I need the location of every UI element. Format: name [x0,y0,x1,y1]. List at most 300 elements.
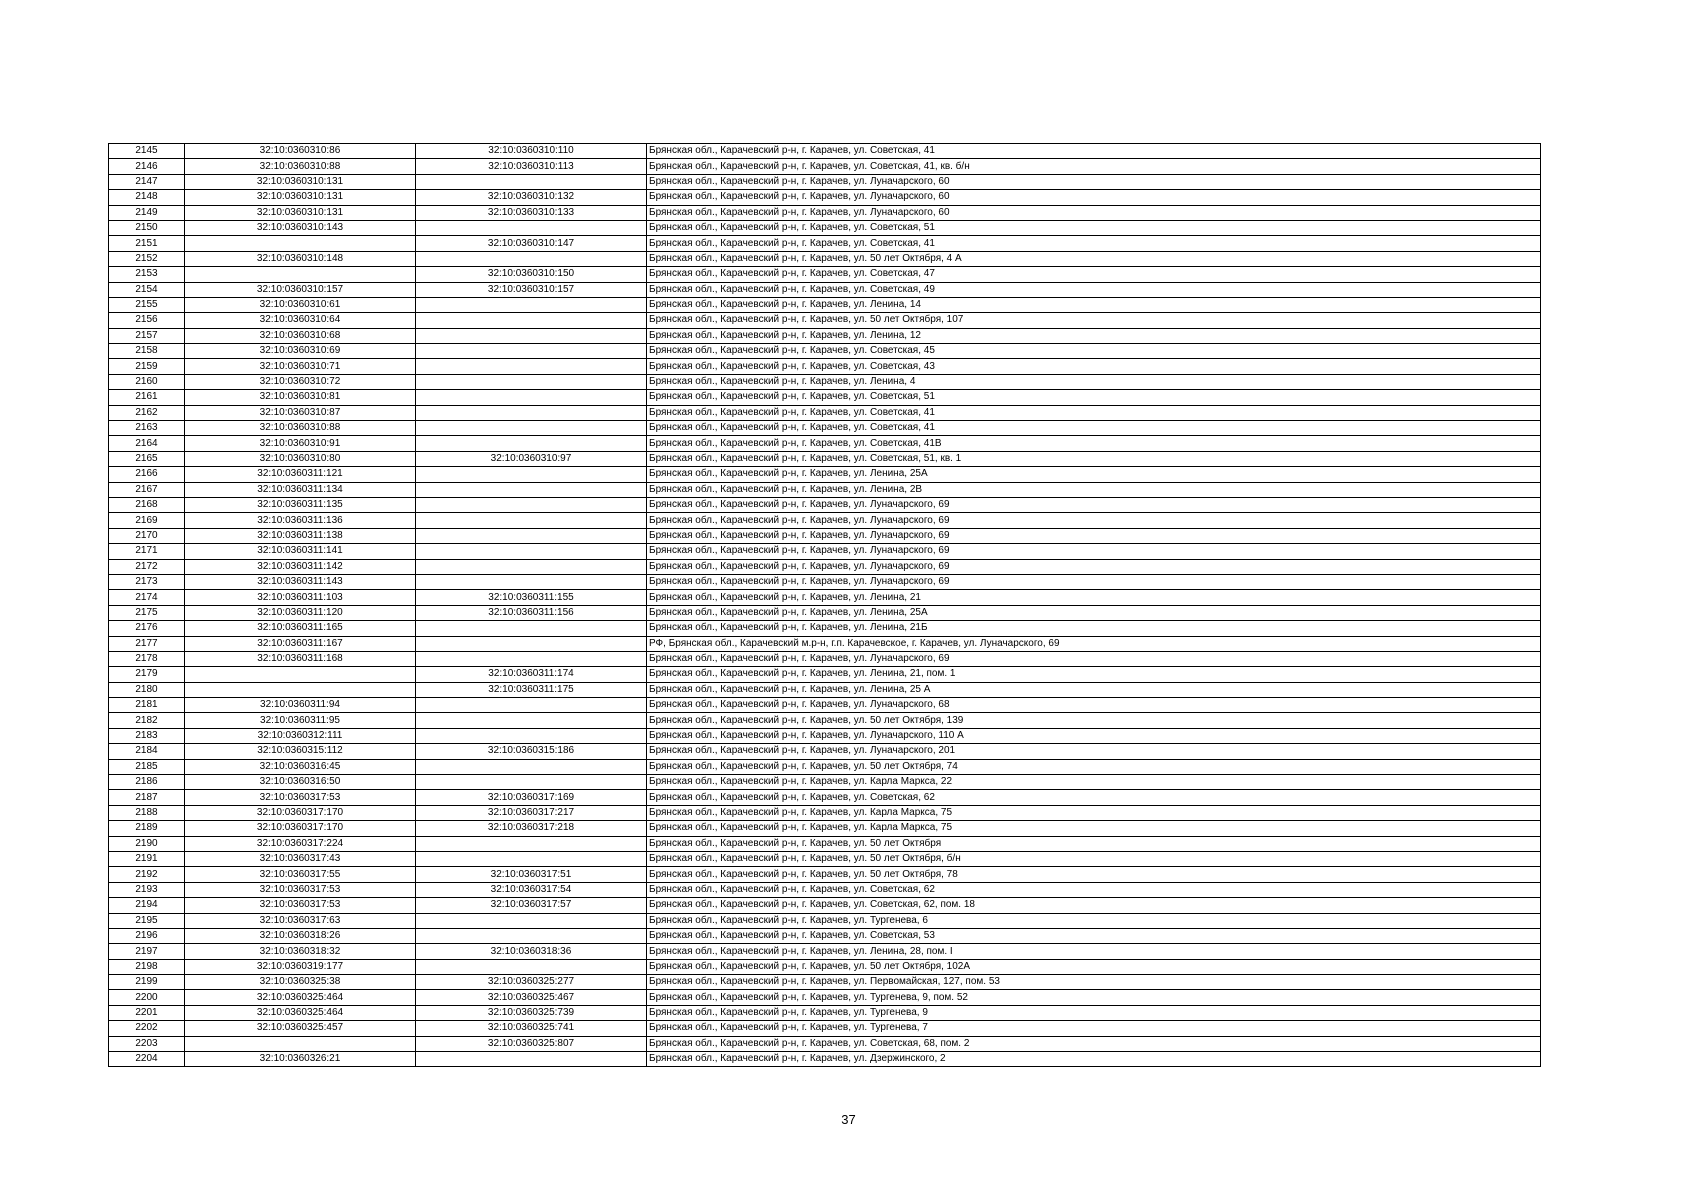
cadastral-number-cell: 32:10:0360311:95 [185,713,416,728]
cadastral-number-cell: 32:10:0360310:71 [185,359,416,374]
row-number-cell: 2165 [109,451,185,466]
table-row [109,990,1541,1005]
cadastral-number-cell: 32:10:0360311:135 [185,497,416,512]
linked-cadastral-number-cell [416,251,647,266]
cadastral-number-cell: 32:10:0360310:88 [185,421,416,436]
address-cell: Брянская обл., Карачевский р-н, г. Карачев, ул. Ленина, 2В [647,482,1541,497]
table-row [109,851,1541,866]
linked-cadastral-number-cell: 32:10:0360311:174 [416,667,647,682]
table-row [109,267,1541,282]
linked-cadastral-number-cell: 32:10:0360317:57 [416,898,647,913]
table-row [109,544,1541,559]
cadastral-number-cell [185,1036,416,1051]
row-number-cell: 2171 [109,544,185,559]
address-cell: Брянская обл., Карачевский р-н, г. Карачев, ул. 50 лет Октября, б/н [647,851,1541,866]
address-cell: Брянская обл., Карачевский р-н, г. Карачев, ул. Тургенева, 9, пом. 52 [647,990,1541,1005]
address-cell: Брянская обл., Карачевский р-н, г. Карачев, ул. Советская, 51 [647,220,1541,235]
linked-cadastral-number-cell: 32:10:0360310:157 [416,282,647,297]
address-cell: Брянская обл., Карачевский р-н, г. Карачев, ул. Советская, 45 [647,344,1541,359]
cadastral-number-cell [185,682,416,697]
linked-cadastral-number-cell [416,344,647,359]
table-row [109,282,1541,297]
table-row [109,790,1541,805]
linked-cadastral-number-cell: 32:10:0360325:739 [416,1005,647,1020]
row-number-cell: 2151 [109,236,185,251]
row-number-cell: 2199 [109,975,185,990]
row-number-cell: 2162 [109,405,185,420]
cadastral-number-cell: 32:10:0360317:43 [185,851,416,866]
table-row [109,759,1541,774]
row-number-cell: 2195 [109,913,185,928]
table-row [109,421,1541,436]
address-cell: Брянская обл., Карачевский р-н, г. Карачев, ул. Карла Маркса, 22 [647,775,1541,790]
linked-cadastral-number-cell [416,220,647,235]
linked-cadastral-number-cell: 32:10:0360310:132 [416,190,647,205]
address-cell: Брянская обл., Карачевский р-н, г. Карачев, ул. Дзержинского, 2 [647,1052,1541,1067]
row-number-cell: 2189 [109,821,185,836]
table-row [109,928,1541,943]
linked-cadastral-number-cell [416,913,647,928]
table-row [109,205,1541,220]
table-row [109,236,1541,251]
row-number-cell: 2193 [109,882,185,897]
row-number-cell: 2168 [109,497,185,512]
table-row [109,898,1541,913]
cadastral-number-cell: 32:10:0360310:69 [185,344,416,359]
table-row [109,344,1541,359]
linked-cadastral-number-cell [416,836,647,851]
linked-cadastral-number-cell: 32:10:0360310:150 [416,267,647,282]
linked-cadastral-number-cell [416,574,647,589]
table-row [109,1036,1541,1051]
linked-cadastral-number-cell [416,528,647,543]
table-row [109,1005,1541,1020]
linked-cadastral-number-cell: 32:10:0360311:175 [416,682,647,697]
linked-cadastral-number-cell [416,651,647,666]
table-row [109,190,1541,205]
row-number-cell: 2192 [109,867,185,882]
table-row [109,374,1541,389]
linked-cadastral-number-cell: 32:10:0360310:133 [416,205,647,220]
table-row [109,821,1541,836]
cadastral-number-cell: 32:10:0360311:141 [185,544,416,559]
row-number-cell: 2200 [109,990,185,1005]
cadastral-number-cell: 32:10:0360310:88 [185,159,416,174]
row-number-cell: 2147 [109,174,185,189]
cadastral-number-cell: 32:10:0360311:121 [185,467,416,482]
address-cell: Брянская обл., Карачевский р-н, г. Карачев, ул. Луначарского, 60 [647,205,1541,220]
address-cell: Брянская обл., Карачевский р-н, г. Карачев, ул. 50 лет Октября, 139 [647,713,1541,728]
cadastral-number-cell: 32:10:0360311:168 [185,651,416,666]
address-cell: Брянская обл., Карачевский р-н, г. Карачев, ул. 50 лет Октября, 107 [647,313,1541,328]
linked-cadastral-number-cell [416,313,647,328]
cadastral-number-cell: 32:10:0360325:38 [185,975,416,990]
address-cell: Брянская обл., Карачевский р-н, г. Карачев, ул. Ленина, 4 [647,374,1541,389]
table-row [109,1021,1541,1036]
row-number-cell: 2196 [109,928,185,943]
address-cell: Брянская обл., Карачевский р-н, г. Карачев, ул. Тургенева, 9 [647,1005,1541,1020]
address-cell: Брянская обл., Карачевский р-н, г. Карачев, ул. Советская, 41 [647,421,1541,436]
table-row [109,682,1541,697]
row-number-cell: 2183 [109,728,185,743]
address-cell: Брянская обл., Карачевский р-н, г. Карачев, ул. Советская, 62 [647,790,1541,805]
table-row [109,174,1541,189]
address-cell: Брянская обл., Карачевский р-н, г. Карачев, ул. Луначарского, 69 [647,574,1541,589]
address-cell: Брянская обл., Карачевский р-н, г. Карачев, ул. Советская, 43 [647,359,1541,374]
table-row [109,574,1541,589]
row-number-cell: 2170 [109,528,185,543]
table-row [109,328,1541,343]
row-number-cell: 2188 [109,805,185,820]
table-row [109,390,1541,405]
cadastral-number-cell: 32:10:0360319:177 [185,959,416,974]
cadastral-number-cell: 32:10:0360312:111 [185,728,416,743]
cadastral-number-cell: 32:10:0360310:91 [185,436,416,451]
row-number-cell: 2158 [109,344,185,359]
cadastral-number-cell: 32:10:0360310:64 [185,313,416,328]
linked-cadastral-number-cell [416,497,647,512]
table-row [109,405,1541,420]
linked-cadastral-number-cell [416,928,647,943]
address-cell: Брянская обл., Карачевский р-н, г. Карачев, ул. Советская, 51, кв. 1 [647,451,1541,466]
table-row [109,451,1541,466]
linked-cadastral-number-cell [416,759,647,774]
cadastral-number-cell: 32:10:0360310:80 [185,451,416,466]
linked-cadastral-number-cell [416,405,647,420]
row-number-cell: 2201 [109,1005,185,1020]
address-cell: Брянская обл., Карачевский р-н, г. Карачев, ул. Карла Маркса, 75 [647,821,1541,836]
row-number-cell: 2145 [109,144,185,159]
linked-cadastral-number-cell: 32:10:0360311:155 [416,590,647,605]
row-number-cell: 2157 [109,328,185,343]
cadastral-number-cell: 32:10:0360310:68 [185,328,416,343]
table-row [109,605,1541,620]
row-number-cell: 2175 [109,605,185,620]
table-row [109,882,1541,897]
address-cell: Брянская обл., Карачевский р-н, г. Карачев, ул. Луначарского, 69 [647,513,1541,528]
row-number-cell: 2197 [109,944,185,959]
cadastral-number-cell: 32:10:0360317:224 [185,836,416,851]
row-number-cell: 2163 [109,421,185,436]
cadastral-number-cell: 32:10:0360317:53 [185,898,416,913]
table-row [109,590,1541,605]
linked-cadastral-number-cell [416,544,647,559]
row-number-cell: 2204 [109,1052,185,1067]
address-cell: Брянская обл., Карачевский р-н, г. Карачев, ул. Луначарского, 69 [647,559,1541,574]
address-cell: Брянская обл., Карачевский р-н, г. Карачев, ул. Тургенева, 6 [647,913,1541,928]
cadastral-number-cell: 32:10:0360310:81 [185,390,416,405]
row-number-cell: 2198 [109,959,185,974]
row-number-cell: 2152 [109,251,185,266]
row-number-cell: 2166 [109,467,185,482]
table-row [109,867,1541,882]
table-row [109,698,1541,713]
address-cell: Брянская обл., Карачевский р-н, г. Карачев, ул. 50 лет Октября, 102А [647,959,1541,974]
address-cell: Брянская обл., Карачевский р-н, г. Карачев, ул. Ленина, 25А [647,467,1541,482]
row-number-cell: 2154 [109,282,185,297]
cadastral-number-cell: 32:10:0360318:32 [185,944,416,959]
linked-cadastral-number-cell [416,513,647,528]
table-row [109,913,1541,928]
cadastral-number-cell: 32:10:0360317:170 [185,805,416,820]
linked-cadastral-number-cell: 32:10:0360310:147 [416,236,647,251]
address-cell: Брянская обл., Карачевский р-н, г. Карачев, ул. Ленина, 12 [647,328,1541,343]
linked-cadastral-number-cell [416,559,647,574]
cadastral-number-cell: 32:10:0360317:53 [185,882,416,897]
table-row [109,359,1541,374]
address-cell: Брянская обл., Карачевский р-н, г. Карачев, ул. Луначарского, 69 [647,497,1541,512]
row-number-cell: 2153 [109,267,185,282]
address-cell: Брянская обл., Карачевский р-н, г. Карачев, ул. Луначарского, 69 [647,544,1541,559]
row-number-cell: 2178 [109,651,185,666]
linked-cadastral-number-cell: 32:10:0360325:467 [416,990,647,1005]
linked-cadastral-number-cell: 32:10:0360325:807 [416,1036,647,1051]
row-number-cell: 2164 [109,436,185,451]
linked-cadastral-number-cell [416,297,647,312]
linked-cadastral-number-cell: 32:10:0360315:186 [416,744,647,759]
table-row [109,159,1541,174]
address-cell: Брянская обл., Карачевский р-н, г. Карачев, ул. Ленина, 21, пом. 1 [647,667,1541,682]
linked-cadastral-number-cell: 32:10:0360310:110 [416,144,647,159]
address-cell: Брянская обл., Карачевский р-н, г. Карачев, ул. 50 лет Октября, 74 [647,759,1541,774]
address-cell: Брянская обл., Карачевский р-н, г. Карачев, ул. Советская, 41 [647,144,1541,159]
cadastral-number-cell: 32:10:0360311:120 [185,605,416,620]
registry-table-body [109,144,1541,1067]
table-row [109,636,1541,651]
cadastral-number-cell: 32:10:0360325:464 [185,990,416,1005]
address-cell: Брянская обл., Карачевский р-н, г. Карачев, ул. Советская, 47 [647,267,1541,282]
table-row [109,667,1541,682]
cadastral-number-cell: 32:10:0360311:136 [185,513,416,528]
address-cell: Брянская обл., Карачевский р-н, г. Карачев, ул. Советская, 62 [647,882,1541,897]
linked-cadastral-number-cell [416,390,647,405]
table-row [109,313,1541,328]
address-cell: Брянская обл., Карачевский р-н, г. Карачев, ул. Советская, 68, пом. 2 [647,1036,1541,1051]
cadastral-number-cell: 32:10:0360311:94 [185,698,416,713]
table-row [109,728,1541,743]
table-row [109,297,1541,312]
table-row [109,775,1541,790]
linked-cadastral-number-cell [416,621,647,636]
row-number-cell: 2150 [109,220,185,235]
linked-cadastral-number-cell: 32:10:0360317:217 [416,805,647,820]
cadastral-number-cell: 32:10:0360310:157 [185,282,416,297]
linked-cadastral-number-cell [416,436,647,451]
linked-cadastral-number-cell [416,467,647,482]
address-cell: Брянская обл., Карачевский р-н, г. Карачев, ул. Первомайская, 127, пом. 53 [647,975,1541,990]
row-number-cell: 2172 [109,559,185,574]
address-cell: Брянская обл., Карачевский р-н, г. Карачев, ул. Советская, 51 [647,390,1541,405]
cadastral-number-cell: 32:10:0360311:167 [185,636,416,651]
table-row [109,959,1541,974]
address-cell: Брянская обл., Карачевский р-н, г. Карачев, ул. 50 лет Октября, 78 [647,867,1541,882]
address-cell: Брянская обл., Карачевский р-н, г. Карачев, ул. Ленина, 21 [647,590,1541,605]
row-number-cell: 2177 [109,636,185,651]
linked-cadastral-number-cell [416,851,647,866]
linked-cadastral-number-cell [416,1052,647,1067]
table-row [109,436,1541,451]
table-row [109,559,1541,574]
table-row [109,744,1541,759]
linked-cadastral-number-cell [416,698,647,713]
table-row [109,220,1541,235]
row-number-cell: 2176 [109,621,185,636]
row-number-cell: 2180 [109,682,185,697]
row-number-cell: 2146 [109,159,185,174]
cadastral-number-cell [185,667,416,682]
cadastral-number-cell: 32:10:0360310:86 [185,144,416,159]
page-number: 37 [841,1112,856,1127]
address-cell: Брянская обл., Карачевский р-н, г. Карачев, ул. Луначарского, 60 [647,174,1541,189]
table-row [109,513,1541,528]
cadastral-number-cell: 32:10:0360325:457 [185,1021,416,1036]
row-number-cell: 2174 [109,590,185,605]
cadastral-number-cell: 32:10:0360311:134 [185,482,416,497]
address-cell: Брянская обл., Карачевский р-н, г. Карачев, ул. Луначарского, 60 [647,190,1541,205]
cadastral-number-cell [185,267,416,282]
address-cell: Брянская обл., Карачевский р-н, г. Карачев, ул. Ленина, 25А [647,605,1541,620]
cadastral-number-cell: 32:10:0360310:131 [185,174,416,189]
cadastral-number-cell: 32:10:0360311:103 [185,590,416,605]
table-row [109,944,1541,959]
row-number-cell: 2173 [109,574,185,589]
row-number-cell: 2161 [109,390,185,405]
address-cell: Брянская обл., Карачевский р-н, г. Карачев, ул. Луначарского, 68 [647,698,1541,713]
row-number-cell: 2181 [109,698,185,713]
linked-cadastral-number-cell: 32:10:0360325:277 [416,975,647,990]
cadastral-number-cell: 32:10:0360316:50 [185,775,416,790]
row-number-cell: 2194 [109,898,185,913]
row-number-cell: 2149 [109,205,185,220]
address-cell: РФ, Брянская обл., Карачевский м.р-н, г.п. Карачевское, г. Карачев, ул. Луначарского, 69 [647,636,1541,651]
cadastral-number-cell: 32:10:0360317:55 [185,867,416,882]
cadastral-number-cell: 32:10:0360310:131 [185,205,416,220]
cadastral-number-cell: 32:10:0360315:112 [185,744,416,759]
address-cell: Брянская обл., Карачевский р-н, г. Карачев, ул. Луначарского, 69 [647,528,1541,543]
linked-cadastral-number-cell: 32:10:0360311:156 [416,605,647,620]
address-cell: Брянская обл., Карачевский р-н, г. Карачев, ул. Советская, 41, кв. б/н [647,159,1541,174]
row-number-cell: 2190 [109,836,185,851]
cadastral-number-cell [185,236,416,251]
cadastral-number-cell: 32:10:0360316:45 [185,759,416,774]
address-cell: Брянская обл., Карачевский р-н, г. Карачев, ул. Советская, 62, пом. 18 [647,898,1541,913]
table-row [109,467,1541,482]
linked-cadastral-number-cell [416,636,647,651]
row-number-cell: 2169 [109,513,185,528]
table-row [109,805,1541,820]
table-row [109,528,1541,543]
row-number-cell: 2160 [109,374,185,389]
row-number-cell: 2179 [109,667,185,682]
cadastral-number-cell: 32:10:0360317:53 [185,790,416,805]
address-cell: Брянская обл., Карачевский р-н, г. Карачев, ул. Советская, 53 [647,928,1541,943]
linked-cadastral-number-cell: 32:10:0360310:97 [416,451,647,466]
row-number-cell: 2148 [109,190,185,205]
address-cell: Брянская обл., Карачевский р-н, г. Карачев, ул. Карла Маркса, 75 [647,805,1541,820]
address-cell: Брянская обл., Карачевский р-н, г. Карачев, ул. 50 лет Октября [647,836,1541,851]
row-number-cell: 2155 [109,297,185,312]
linked-cadastral-number-cell [416,374,647,389]
cadastral-number-cell: 32:10:0360310:87 [185,405,416,420]
linked-cadastral-number-cell: 32:10:0360317:169 [416,790,647,805]
cadastral-number-cell: 32:10:0360318:26 [185,928,416,943]
address-cell: Брянская обл., Карачевский р-н, г. Карачев, ул. 50 лет Октября, 4 А [647,251,1541,266]
row-number-cell: 2182 [109,713,185,728]
linked-cadastral-number-cell [416,482,647,497]
linked-cadastral-number-cell [416,359,647,374]
linked-cadastral-number-cell [416,959,647,974]
row-number-cell: 2159 [109,359,185,374]
table-row [109,497,1541,512]
linked-cadastral-number-cell [416,421,647,436]
table-row [109,651,1541,666]
cadastral-number-cell: 32:10:0360311:138 [185,528,416,543]
table-row [109,621,1541,636]
row-number-cell: 2167 [109,482,185,497]
cadastral-number-cell: 32:10:0360310:72 [185,374,416,389]
linked-cadastral-number-cell: 32:10:0360318:36 [416,944,647,959]
address-cell: Брянская обл., Карачевский р-н, г. Карачев, ул. Ленина, 14 [647,297,1541,312]
linked-cadastral-number-cell [416,174,647,189]
address-cell: Брянская обл., Карачевский р-н, г. Карачев, ул. Луначарского, 69 [647,651,1541,666]
address-cell: Брянская обл., Карачевский р-н, г. Карачев, ул. Ленина, 25 А [647,682,1541,697]
address-cell: Брянская обл., Карачевский р-н, г. Карачев, ул. Советская, 49 [647,282,1541,297]
table-row [109,975,1541,990]
cadastral-number-cell: 32:10:0360311:143 [185,574,416,589]
row-number-cell: 2186 [109,775,185,790]
address-cell: Брянская обл., Карачевский р-н, г. Карачев, ул. Луначарского, 201 [647,744,1541,759]
table-row [109,251,1541,266]
cadastral-number-cell: 32:10:0360310:131 [185,190,416,205]
linked-cadastral-number-cell [416,775,647,790]
linked-cadastral-number-cell [416,713,647,728]
table-row [109,1052,1541,1067]
linked-cadastral-number-cell [416,328,647,343]
cadastral-number-cell: 32:10:0360310:148 [185,251,416,266]
table-row [109,144,1541,159]
cadastral-number-cell: 32:10:0360311:142 [185,559,416,574]
row-number-cell: 2184 [109,744,185,759]
cadastral-number-cell: 32:10:0360317:170 [185,821,416,836]
linked-cadastral-number-cell: 32:10:0360310:113 [416,159,647,174]
table-row [109,836,1541,851]
address-cell: Брянская обл., Карачевский р-н, г. Карачев, ул. Советская, 41 [647,405,1541,420]
address-cell: Брянская обл., Карачевский р-н, г. Карачев, ул. Советская, 41 [647,236,1541,251]
table-row [109,713,1541,728]
row-number-cell: 2187 [109,790,185,805]
linked-cadastral-number-cell: 32:10:0360317:218 [416,821,647,836]
row-number-cell: 2191 [109,851,185,866]
cadastral-number-cell: 32:10:0360325:464 [185,1005,416,1020]
cadastral-number-cell: 32:10:0360317:63 [185,913,416,928]
registry-table [108,143,1541,1067]
address-cell: Брянская обл., Карачевский р-н, г. Карачев, ул. Ленина, 21Б [647,621,1541,636]
cadastral-number-cell: 32:10:0360310:61 [185,297,416,312]
linked-cadastral-number-cell: 32:10:0360317:54 [416,882,647,897]
linked-cadastral-number-cell: 32:10:0360325:741 [416,1021,647,1036]
address-cell: Брянская обл., Карачевский р-н, г. Карачев, ул. Луначарского, 110 А [647,728,1541,743]
row-number-cell: 2185 [109,759,185,774]
linked-cadastral-number-cell: 32:10:0360317:51 [416,867,647,882]
cadastral-number-cell: 32:10:0360310:143 [185,220,416,235]
row-number-cell: 2203 [109,1036,185,1051]
address-cell: Брянская обл., Карачевский р-н, г. Карачев, ул. Тургенева, 7 [647,1021,1541,1036]
row-number-cell: 2156 [109,313,185,328]
table-row [109,482,1541,497]
row-number-cell: 2202 [109,1021,185,1036]
address-cell: Брянская обл., Карачевский р-н, г. Карачев, ул. Ленина, 28, пом. I [647,944,1541,959]
address-cell: Брянская обл., Карачевский р-н, г. Карачев, ул. Советская, 41В [647,436,1541,451]
